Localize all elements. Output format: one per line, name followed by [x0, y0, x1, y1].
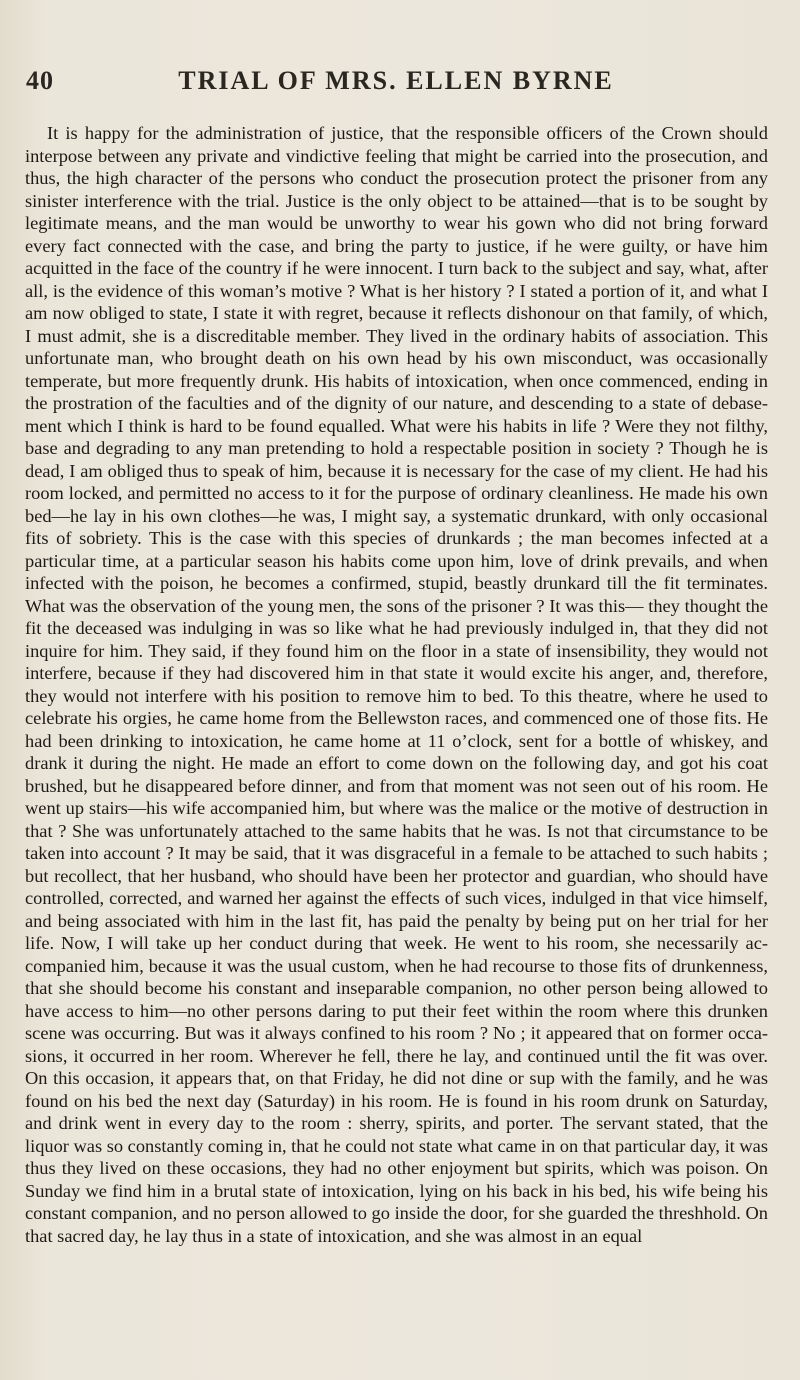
page-number: 40: [26, 66, 54, 95]
page-header: [26, 66, 766, 102]
body-paragraph: It is happy for the administration of justice, that the responsible officers of the Crown should interpose between any private and vindictive feeling that might be carried into the prosecution, and thus, the high character of the persons who conduct the prosecution protect the prisoner from any sinister interference with the trial. Justice is the only object to be attained—that is to be sought by legitimate means, and the man would be unworthy to wear his gown who did not bring forward every fact connected with the case, and bring the party to justice, if he were guilty, or have him acquitted in the face of the country if he were innocent. I turn back to the subject and say, what, after all, is the evidence of this woman’s motive ? What is her history ? I stated a portion of it, and what I am now obliged to state, I state it with regret, because it reflects dishonour on that family, of which, I must admit, she is a discreditable member. They lived in the ordinary habits of association. This unfortunate man, who brought death on his own head by his own misconduct, was occasionally temperate, but more frequently drunk. His habits of intoxication, when once commenced, ending in the prostration of the faculties and of the dignity of our nature, and descending to a state of debasement which I think is hard to be found equalled. What were his habits in life ? Were they not filthy, base and degrading to any man pretending to hold a respectable position in society ? Though he is dead, I am obliged thus to speak of him, because it is necessary for the case of my client. He had his room locked, and permitted no access to it for the purpose of ordinary cleanliness. He made his own bed—he lay in his own clothes—he was, I might say, a systematic drunkard, with only occasional fits of sobriety. This is the case with this species of drunkards ; the man becomes infected at a particular time, at a particular season his habits come upon him, love of drink prevails, and when infected with the poison, he becomes a confirmed, stupid, beastly drunkard till the fit terminates. What was the observation of the young men, the sons of the prisoner ? It was this— they thought the fit the deceased was indulging in was so like what he had previously indulged in, that they did not inquire for him. They said, if they found him on the floor in a state of insensibility, they would not interfere, because if they had discovered him in that state it would excite his anger, and, therefore, they would not interfere with his position to remove him to bed. To this theatre, where he used to celebrate his orgies, he came home from the Bellewston races, and commenced one of those fits. He had been drinking to intoxication, he came home at 11 o’clock, sent for a bottle of whiskey, and drank it during the night. He made an effort to come down on the following day, and got his coat brushed, but he disappeared before dinner, and from that moment was not seen out of his room. He went up stairs—his wife accompanied him, but where was the malice or the motive of destruction in that ? She was unfortunately attached to the same habits that he was. Is not that circumstance to be taken into account ? It may be said, that it was disgraceful in a female to be attached to such habits ; but recollect, that her husband, who should have been her protector and guardian, who should have controlled, corrected, and warned her against the effects of such vices, indulged in that vice himself, and being associated with him in the last fit, has paid the penalty by being put on her trial for her life. Now, I will take up her conduct during that week. He went to his room, she necessarily accompanied him, because it was the usual custom, when he had recourse to those fits of drunkenness, that she should become his constant and inseparable companion, no other person being allowed to have access to him—no other persons daring to put their feet within the room where this drunken scene was occurring. But was it always confined to his room ? No ; it appeared that on former occasions, it occurred in her room. Wherever he fell, there he lay, and continued until the fit was over. On this occasion, it appears that, on that Friday, he did not dine or sup with the family, and he was found on his bed the next day (Saturday) in his room. He is found in his room drunk on Saturday, and drink went in every day to the room : sherry, spirits, and porter. The servant stated, that the liquor was so constantly coming in, that he could not state what came in on that particular day, it was thus they lived on these occasions, they had no other enjoyment but spirits, which was poison. On Sunday we find him in a brutal state of intoxication, lying on his back in his bed, his wife being his constant companion, and no person allowed to go inside the door, for she guarded the threshhold. On that sacred day, he lay thus in a state of intoxication, and she was almost in an equal: [25, 123, 768, 1246]
running-head: TRIAL OF MRS. ELLEN BYRNE: [178, 66, 614, 95]
